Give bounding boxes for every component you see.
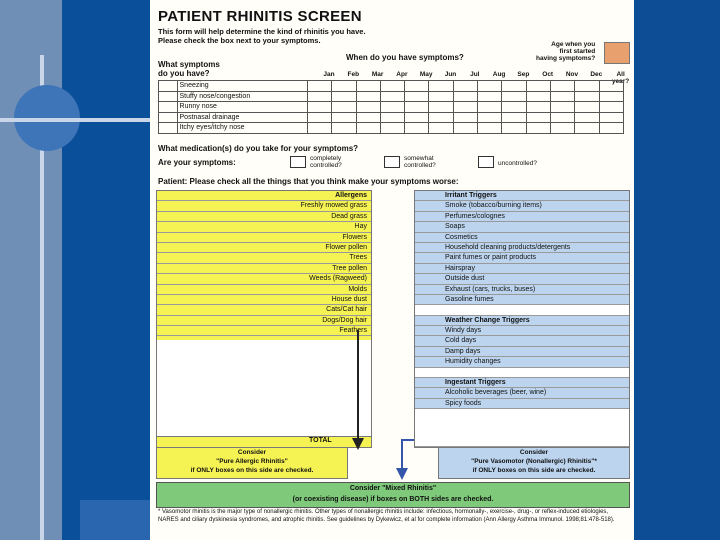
symptom-label: Postnasal drainage	[177, 112, 307, 123]
control-option-complete: completely controlled?	[310, 155, 342, 169]
month-cell[interactable]	[453, 112, 477, 123]
month-cell[interactable]	[551, 112, 575, 123]
allergens-panel	[156, 190, 372, 342]
symptom-grid	[158, 80, 624, 134]
symptom-checkbox[interactable]	[159, 91, 178, 102]
month-header: Jul	[470, 71, 480, 78]
month-cell[interactable]	[526, 123, 550, 134]
month-cell[interactable]	[307, 112, 331, 123]
month-header: May	[419, 71, 433, 78]
footnote: * Vasomotor rhinitis is the major type of nonallergic rhinitis. Other types of nonallergic rhinitis include: infectious, hormonally-, exercise-, drug-, or reflex-induced etiologies, NARES and ciliary dyskinesia syndromes, and atrophic rhinitis. See guidelines by Dykewicz, et al for complete information (Ann Allergy Asthma Immunol. 1998;81:478-518).	[158, 509, 615, 523]
allergens-item[interactable]: Molds	[157, 285, 371, 295]
irritants-item[interactable]: Paint fumes or paint products	[415, 253, 629, 263]
month-cell[interactable]	[453, 102, 477, 113]
irritants-item[interactable]: Outside dust	[415, 274, 629, 284]
month-cell[interactable]	[405, 112, 429, 123]
month-cell[interactable]	[429, 91, 453, 102]
month-cell[interactable]	[332, 91, 356, 102]
irritants-item[interactable]: Smoke (tobacco/burning items)	[415, 201, 629, 211]
month-cell[interactable]	[380, 91, 404, 102]
month-cell[interactable]	[478, 81, 502, 92]
month-cell[interactable]	[380, 123, 404, 134]
irritants-list	[415, 201, 629, 305]
month-cell[interactable]	[502, 91, 526, 102]
symptom-row	[159, 123, 624, 134]
month-cell[interactable]	[332, 81, 356, 92]
month-cell[interactable]	[575, 91, 599, 102]
symptom-checkbox[interactable]	[159, 102, 178, 113]
month-cell[interactable]	[380, 112, 404, 123]
allergens-item[interactable]: House dust	[157, 295, 371, 305]
symptom-label: Sneezing	[177, 81, 307, 92]
month-cell[interactable]	[405, 123, 429, 134]
month-cell[interactable]	[405, 91, 429, 102]
symptom-label: Stuffy nose/congestion	[177, 91, 307, 102]
month-cell[interactable]	[551, 123, 575, 134]
month-cell[interactable]	[575, 102, 599, 113]
consider-allergic-box: Consider "Pure Allergic Rhinitis" if ONLY boxes on this side are checked.	[156, 447, 348, 479]
month-cell[interactable]	[478, 102, 502, 113]
form-title: PATIENT RHINITIS SCREEN	[158, 8, 362, 25]
month-cell[interactable]	[502, 123, 526, 134]
month-cell[interactable]	[307, 102, 331, 113]
month-cell[interactable]	[478, 91, 502, 102]
consider-vasomotor-box: Consider "Pure Vasomotor (Nonallergic) Rhinitis"* if ONLY boxes on this side are checked.	[438, 447, 630, 479]
symptom-row	[159, 91, 624, 102]
symptom-checkbox[interactable]	[159, 112, 178, 123]
month-header: Sep	[517, 71, 530, 78]
patient-instruction: Patient: Please check all the things that you think make your symptoms worse:	[158, 177, 459, 186]
month-cell[interactable]	[599, 123, 623, 134]
spacer	[415, 368, 629, 378]
month-cell[interactable]	[356, 91, 380, 102]
month-cell[interactable]	[429, 112, 453, 123]
month-header: Feb	[347, 71, 360, 78]
control-box-somewhat[interactable]	[384, 156, 400, 168]
month-cell[interactable]	[332, 102, 356, 113]
month-cell[interactable]	[405, 102, 429, 113]
month-cell[interactable]	[526, 102, 550, 113]
symptom-checkbox[interactable]	[159, 81, 178, 92]
month-cell[interactable]	[453, 81, 477, 92]
month-cell[interactable]	[526, 112, 550, 123]
symptom-row	[159, 81, 624, 92]
month-cell[interactable]	[356, 112, 380, 123]
allergens-item[interactable]: Dead grass	[157, 212, 371, 222]
rhinitis-form-document	[150, 0, 634, 540]
month-cell[interactable]	[502, 112, 526, 123]
ingestant-item[interactable]: Spicy foods	[415, 399, 629, 409]
weather-item[interactable]: Windy days	[415, 326, 629, 336]
ingestant-header: Ingestant Triggers	[415, 378, 629, 388]
month-cell[interactable]	[575, 81, 599, 92]
allergens-item[interactable]: Tree pollen	[157, 264, 371, 274]
weather-item[interactable]: Damp days	[415, 347, 629, 357]
irritants-item[interactable]: Perfumes/colognes	[415, 212, 629, 222]
control-question: Are your symptoms:	[158, 158, 236, 167]
medication-question: What medication(s) do you take for your symptoms?	[158, 144, 359, 153]
month-cell[interactable]	[599, 81, 623, 92]
month-header: Oct	[542, 71, 554, 78]
month-cell[interactable]	[551, 91, 575, 102]
left-arrow	[348, 330, 370, 480]
irritants-item[interactable]: Soaps	[415, 222, 629, 232]
month-cell[interactable]	[551, 102, 575, 113]
allergens-total-label: TOTAL	[309, 437, 332, 444]
month-header: All year?	[611, 71, 630, 85]
month-cell[interactable]	[429, 123, 453, 134]
month-cell[interactable]	[478, 123, 502, 134]
ingestant-list	[415, 388, 629, 409]
age-question: Age when you first started having symptoms?	[536, 41, 596, 62]
month-cell[interactable]	[356, 102, 380, 113]
allergens-item[interactable]: Weeds (Ragweed)	[157, 274, 371, 284]
triggers-blank-area	[415, 409, 629, 447]
month-cell[interactable]	[332, 123, 356, 134]
consider-mixed-box: Consider "Mixed Rhinitis" (or coexisting disease) if boxes on BOTH sides are checked.	[156, 482, 630, 508]
allergens-item[interactable]: Hay	[157, 222, 371, 232]
symptom-checkbox[interactable]	[159, 123, 178, 134]
allergens-item[interactable]: Flowers	[157, 233, 371, 243]
month-cell[interactable]	[356, 81, 380, 92]
control-option-uncontrolled: uncontrolled?	[498, 160, 538, 167]
weather-item[interactable]: Humidity changes	[415, 357, 629, 367]
irritants-item[interactable]: Hairspray	[415, 264, 629, 274]
weather-item[interactable]: Cold days	[415, 336, 629, 346]
allergens-item[interactable]: Flower pollen	[157, 243, 371, 253]
irritants-item[interactable]: Gasoline fumes	[415, 295, 629, 305]
month-header: Jun	[444, 71, 457, 78]
triggers-panel	[414, 190, 630, 448]
month-cell[interactable]	[551, 81, 575, 92]
control-option-somewhat: somewhat controlled?	[404, 155, 436, 169]
control-box-uncontrolled[interactable]	[478, 156, 494, 168]
month-cell[interactable]	[478, 112, 502, 123]
month-cell[interactable]	[526, 91, 550, 102]
spacer	[415, 305, 629, 315]
month-cell[interactable]	[599, 112, 623, 123]
month-cell[interactable]	[453, 91, 477, 102]
weather-list	[415, 326, 629, 368]
month-cell[interactable]	[307, 123, 331, 134]
allergens-item[interactable]: Cats/Cat hair	[157, 305, 371, 315]
month-cell[interactable]	[405, 81, 429, 92]
month-header: Jan	[323, 71, 335, 78]
ingestant-item[interactable]: Alcoholic beverages (beer, wine)	[415, 388, 629, 398]
symptom-row	[159, 112, 624, 123]
allergens-item[interactable]: Trees	[157, 253, 371, 263]
irritants-item[interactable]: Cosmetics	[415, 233, 629, 243]
month-cell[interactable]	[502, 102, 526, 113]
month-cell[interactable]	[332, 112, 356, 123]
month-header: Mar	[371, 71, 384, 78]
decor-right-block	[634, 0, 720, 540]
control-box-complete[interactable]	[290, 156, 306, 168]
allergens-header: Allergens	[157, 191, 371, 201]
month-cell[interactable]	[307, 91, 331, 102]
month-header: Dec	[590, 71, 603, 78]
right-arrow	[394, 436, 418, 482]
allergens-item[interactable]: Dogs/Dog hair	[157, 316, 371, 326]
month-header: Apr	[396, 71, 408, 78]
irritants-item[interactable]: Household cleaning products/detergents	[415, 243, 629, 253]
allergens-item[interactable]: Freshly mowed grass	[157, 201, 371, 211]
month-cell[interactable]	[526, 81, 550, 92]
intro-line-1: This form will help determine the kind of rhinitis you have.	[158, 27, 366, 36]
month-cell[interactable]	[380, 81, 404, 92]
weather-header: Weather Change Triggers	[415, 316, 629, 326]
when-question: When do you have symptoms?	[346, 53, 464, 62]
month-cell[interactable]	[356, 123, 380, 134]
allergens-blank-area	[156, 340, 372, 436]
allergens-item[interactable]: Feathers	[157, 326, 371, 336]
month-cell[interactable]	[575, 112, 599, 123]
month-cell[interactable]	[429, 102, 453, 113]
month-header: Nov	[565, 71, 579, 78]
symptom-row	[159, 102, 624, 113]
age-input-box[interactable]	[604, 42, 630, 64]
month-cell[interactable]	[502, 81, 526, 92]
month-cell[interactable]	[307, 81, 331, 92]
month-header: Aug	[492, 71, 506, 78]
symptom-label: Runny nose	[177, 102, 307, 113]
allergens-list	[157, 201, 371, 336]
month-cell[interactable]	[599, 102, 623, 113]
what-question: What symptoms do you have?	[158, 60, 220, 78]
month-cell[interactable]	[575, 123, 599, 134]
left-decor-strip	[0, 0, 62, 540]
month-cell[interactable]	[453, 123, 477, 134]
symptom-label: Itchy eyes/itchy nose	[177, 123, 307, 134]
month-cell[interactable]	[599, 91, 623, 102]
intro-line-2: Please check the box next to your symptoms.	[158, 36, 321, 45]
irritants-header: Irritant Triggers	[415, 191, 629, 201]
irritants-item[interactable]: Exhaust (cars, trucks, buses)	[415, 285, 629, 295]
month-cell[interactable]	[380, 102, 404, 113]
month-cell[interactable]	[429, 81, 453, 92]
